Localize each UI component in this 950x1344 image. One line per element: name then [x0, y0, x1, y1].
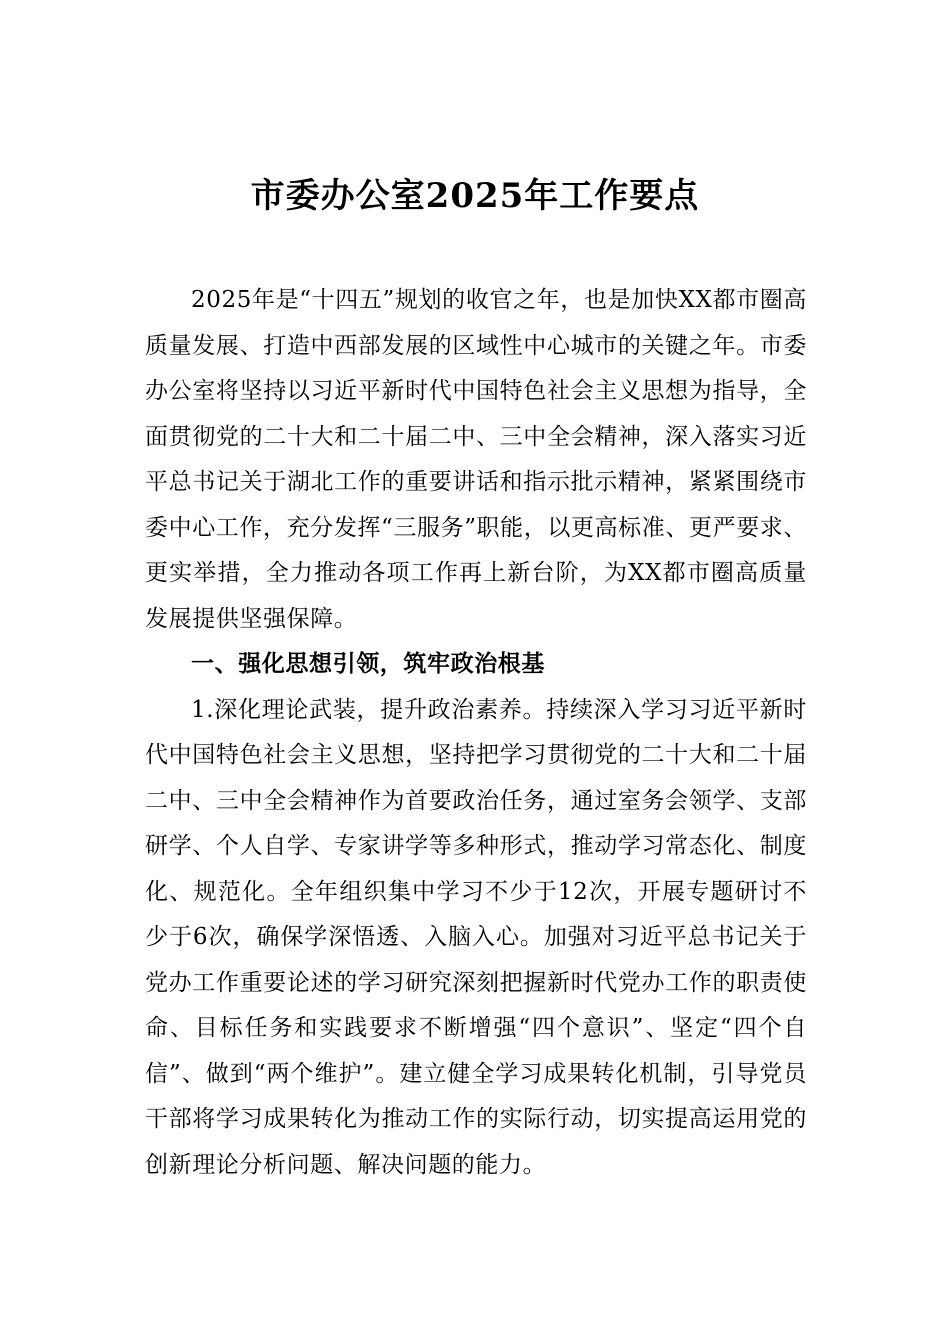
document-title: 市委办公室2025年工作要点: [250, 176, 700, 216]
intro-paragraph: 2025年是“十四五”规划的收官之年，也是加快XX都市圈高质量发展、打造中西部发展的区域性中心城市的关键之年。市委办公室将坚持以习近平新时代中国特色社会主义思想为指导，全面贯彻党的二十大和二十届二中、三中全会精神，深入落实习近平总书记关于湖北工作的重要讲话和指示批示精神，紧紧围绕市委中心工作，充分发挥“三服务”职能，以更高标准、更严要求、更实举措，全力推动各项工作再上新台阶，为XX都市圈高质量发展提供坚强保障。: [145, 287, 807, 632]
section-heading-1: 一、强化思想引领，筑牢政治根基: [191, 651, 545, 677]
item-paragraph-1: 1.深化理论武装，提升政治素养。持续深入学习习近平新时代中国特色社会主义思想，坚持把学习贯彻党的二十大和二十届二中、三中全会精神作为首要政治任务，通过室务会领学、支部研学、个人自学、专家讲学等多种形式，推动学习常态化、制度化、规范化。全年组织集中学习不少于12次，开展专题研讨不少于6次，确保学深悟透、入脑入心。加强对习近平总书记关于党办工作重要论述的学习研究深刻把握新时代党办工作的职责使命、目标任务和实践要求不断增强“四个意识”、坚定“四个自信”、做到“两个维护”。建立健全学习成果转化机制，引导党员干部将学习成果转化为推动工作的实际行动，切实提高运用党的创新理论分析问题、解决问题的能力。: [145, 696, 807, 1178]
document-body: [145, 278, 807, 1188]
